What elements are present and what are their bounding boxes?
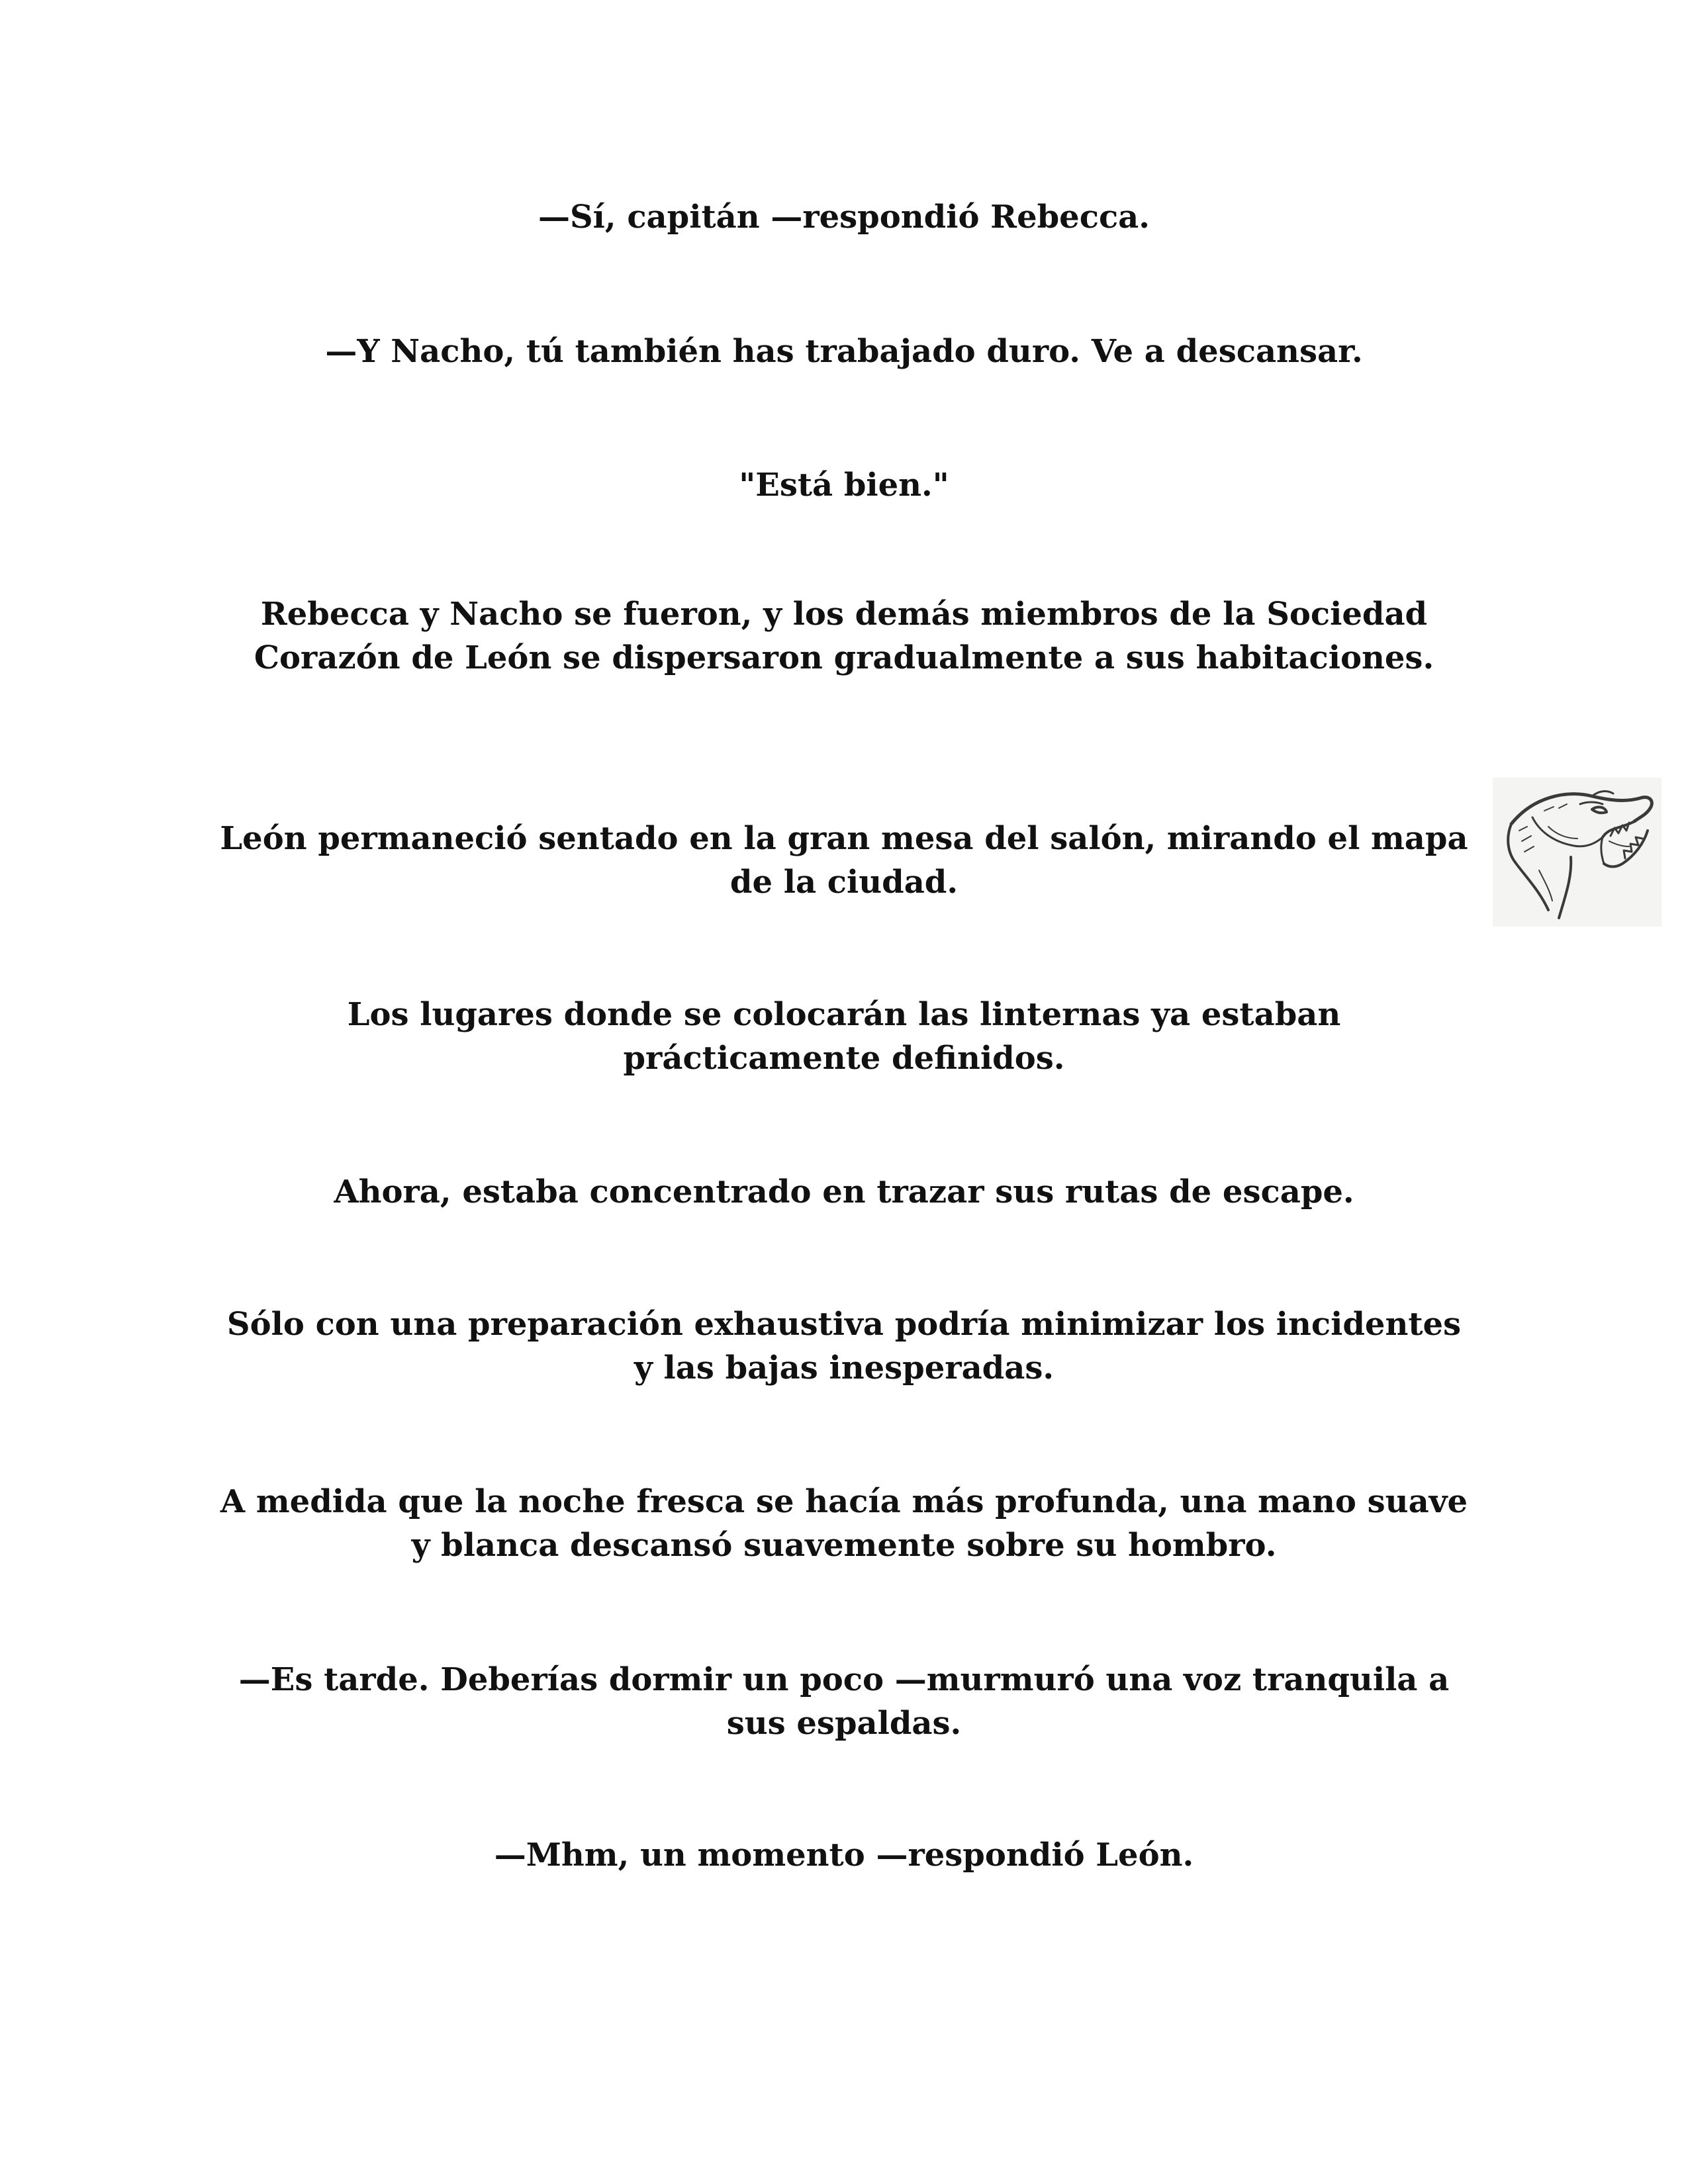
paragraph-6: Los lugares donde se colocarán las linternas ya estaban prácticamente definidos. — [347, 996, 1341, 1077]
paragraph-7: Ahora, estaba concentrado en trazar sus rutas de escape. — [334, 1173, 1354, 1210]
paragraph-5: León permaneció sentado en la gran mesa del salón, mirando el mapa de la ciudad. — [220, 820, 1468, 901]
paragraph-3: "Está bien." — [739, 467, 949, 504]
paragraph-11: —Mhm, un momento —respondió León. — [494, 1837, 1194, 1874]
paragraph-9: A medida que la noche fresca se hacía más profunda, una mano suave y blanca descansó suavemente sobre su hombro. — [220, 1483, 1468, 1564]
paragraph-10: —Es tarde. Deberías dormir un poco —murmuró una voz tranquila a sus espaldas. — [238, 1661, 1450, 1742]
paragraph-8: Sólo con una preparación exhaustiva podría minimizar los incidentes y las bajas inesperadas. — [226, 1306, 1462, 1387]
paragraph-1: —Sí, capitán —respondió Rebecca. — [538, 199, 1150, 236]
paragraph-2: —Y Nacho, tú también has trabajado duro. Ve a descansar. — [325, 333, 1363, 370]
dinosaur-head-sketch-icon — [1493, 778, 1662, 927]
paragraph-4: Rebecca y Nacho se fueron, y los demás miembros de la Sociedad Corazón de León se dispersaron gradualmente a sus habitaciones. — [254, 596, 1434, 676]
